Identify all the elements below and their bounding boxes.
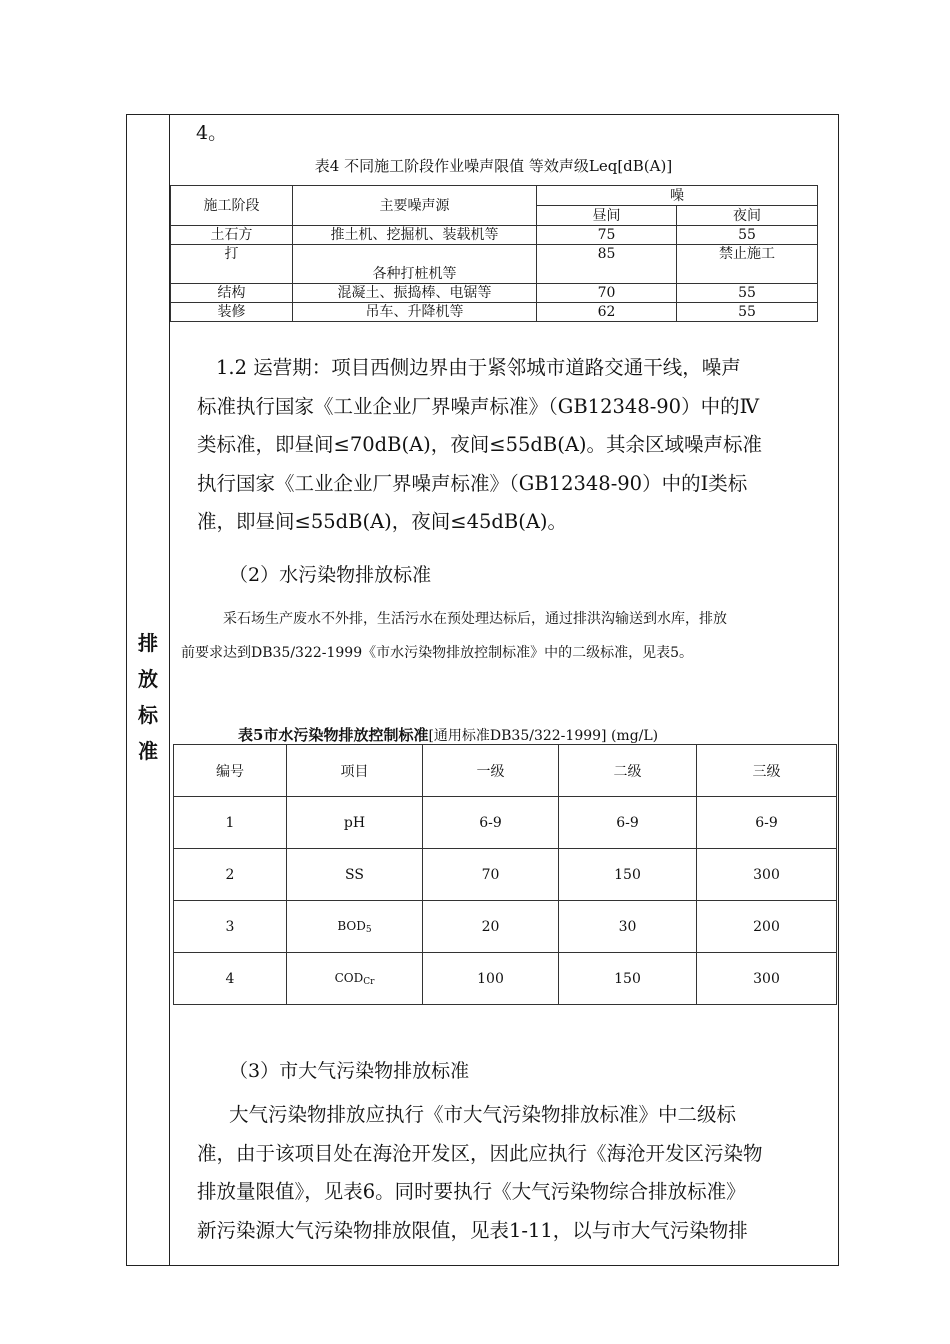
table5-item: COD bbox=[334, 971, 364, 985]
table4-cell: 吊车、升降机等 bbox=[293, 303, 537, 322]
table5-caption bbox=[238, 724, 658, 745]
table-row bbox=[174, 901, 837, 953]
table5-caption-standard: [通用标准DB35/322-1999] (mg/L) bbox=[428, 728, 659, 744]
paragraph-line: 大气污染物排放应执行《市大气污染物排放标准》中二级标 bbox=[229, 1103, 737, 1126]
table4 bbox=[170, 185, 818, 322]
table4-cell: 土石方 bbox=[171, 226, 293, 245]
paragraph-line: 排放量限值》，见表6。同时要执行《大气污染物综合排放标准》 bbox=[197, 1180, 746, 1203]
table5-cell bbox=[287, 901, 423, 953]
sidebar-char: 标 bbox=[138, 703, 158, 727]
table4-header-night: 夜间 bbox=[677, 206, 818, 226]
sidebar-char: 放 bbox=[138, 667, 158, 691]
table-row bbox=[171, 226, 818, 245]
table5-item-subscript: 5 bbox=[365, 925, 372, 935]
table-row bbox=[171, 245, 818, 284]
paragraph-line: 准，即昼间≤55dB(A)，夜间≤45dB(A)。 bbox=[197, 510, 568, 533]
table-row bbox=[174, 953, 837, 1005]
table5-cell bbox=[287, 849, 423, 901]
table4-header-noise: 噪 bbox=[537, 186, 818, 206]
section-1-2-paragraph bbox=[197, 349, 837, 542]
table5-header: 二级 bbox=[559, 745, 697, 797]
table5-header: 项目 bbox=[287, 745, 423, 797]
table5-cell bbox=[287, 797, 423, 849]
table5-item: SS bbox=[345, 866, 364, 883]
table5-cell: 300 bbox=[697, 849, 837, 901]
top-fragment: 4。 bbox=[196, 122, 228, 144]
table5-cell: 100 bbox=[423, 953, 559, 1005]
section-2-title: （2）水污染物排放标准 bbox=[229, 564, 432, 586]
table-row bbox=[171, 303, 818, 322]
table4-cell: 推土机、挖掘机、装载机等 bbox=[293, 226, 537, 245]
section-3-title: （3）市大气污染物排放标准 bbox=[229, 1060, 470, 1082]
table5-cell: 4 bbox=[174, 953, 287, 1005]
section-2-paragraph bbox=[181, 602, 829, 670]
table4-cell: 75 bbox=[537, 226, 677, 245]
table4-header-stage: 施工阶段 bbox=[171, 186, 293, 226]
table5 bbox=[173, 744, 837, 1005]
table5-cell bbox=[287, 953, 423, 1005]
table5-cell: 300 bbox=[697, 953, 837, 1005]
table4-caption: 表4 不同施工阶段作业噪声限值 等效声级Leq[dB(A)] bbox=[314, 157, 673, 175]
sidebar-label bbox=[126, 625, 170, 769]
table4-header-source: 主要噪声源 bbox=[293, 186, 537, 226]
table4-cell: 55 bbox=[677, 284, 818, 303]
section-3-paragraph bbox=[197, 1096, 837, 1250]
table5-item: pH bbox=[343, 814, 366, 831]
table4-cell: 混凝土、振捣棒、电锯等 bbox=[293, 284, 537, 303]
paragraph-line: 1.2 运营期：项目西侧边界由于紧邻城市道路交通干线，噪声 bbox=[216, 356, 741, 379]
table4-cell: 70 bbox=[537, 284, 677, 303]
table-row bbox=[171, 186, 818, 206]
table5-cell: 70 bbox=[423, 849, 559, 901]
paragraph-line: 类标准，即昼间≤70dB(A)，夜间≤55dB(A)。其余区域噪声标准 bbox=[197, 433, 763, 456]
table5-header: 编号 bbox=[174, 745, 287, 797]
paragraph-line: 前要求达到DB35/322-1999《市水污染物排放控制标准》中的二级标准，见表5。 bbox=[181, 645, 694, 661]
paragraph-line: 执行国家《工业企业厂界噪声标准》（GB12348-90）中的Ⅰ类标 bbox=[197, 471, 748, 495]
table5-item-subscript: Cr bbox=[363, 977, 375, 987]
table5-header: 三级 bbox=[697, 745, 837, 797]
paragraph-line: 采石场生产废水不外排，生活污水在预处理达标后，通过排洪沟输送到水库，排放 bbox=[223, 611, 727, 627]
table4-cell: 55 bbox=[677, 226, 818, 245]
paragraph-line: 标准执行国家《工业企业厂界噪声标准》（GB12348-90）中的Ⅳ bbox=[197, 394, 760, 418]
table4-cell: 结构 bbox=[171, 284, 293, 303]
sidebar-char: 排 bbox=[138, 631, 158, 655]
table-row bbox=[174, 849, 837, 901]
paragraph-line: 新污染源大气污染物排放限值，见表1-11，以与市大气污染物排 bbox=[197, 1218, 748, 1242]
table5-cell: 30 bbox=[559, 901, 697, 953]
table4-cell: 85 bbox=[537, 245, 677, 284]
paragraph-line: 准，由于该项目处在海沧开发区，因此应执行《海沧开发区污染物 bbox=[197, 1141, 763, 1165]
table5-cell: 150 bbox=[559, 953, 697, 1005]
table5-caption-title: 表5市水污染物排放控制标准 bbox=[238, 726, 429, 744]
table4-header-day: 昼间 bbox=[537, 206, 677, 226]
table5-item: BOD bbox=[337, 919, 366, 933]
table5-header: 一级 bbox=[423, 745, 559, 797]
table4-cell: 打 bbox=[171, 245, 293, 284]
table5-cell: 2 bbox=[174, 849, 287, 901]
table5-cell: 6-9 bbox=[423, 797, 559, 849]
table-row bbox=[174, 745, 837, 797]
table5-cell: 3 bbox=[174, 901, 287, 953]
table4-cell: 55 bbox=[677, 303, 818, 322]
table5-cell: 1 bbox=[174, 797, 287, 849]
table5-cell: 6-9 bbox=[697, 797, 837, 849]
table5-cell: 200 bbox=[697, 901, 837, 953]
table5-cell: 150 bbox=[559, 849, 697, 901]
table5-cell: 6-9 bbox=[559, 797, 697, 849]
table4-cell: 装修 bbox=[171, 303, 293, 322]
table4-cell: 禁止施工 bbox=[677, 245, 818, 284]
table-row bbox=[174, 797, 837, 849]
table5-cell: 20 bbox=[423, 901, 559, 953]
table4-cell: 各种打桩机等 bbox=[293, 245, 537, 284]
sidebar-char: 准 bbox=[138, 739, 158, 763]
table4-cell: 62 bbox=[537, 303, 677, 322]
table-row bbox=[171, 284, 818, 303]
